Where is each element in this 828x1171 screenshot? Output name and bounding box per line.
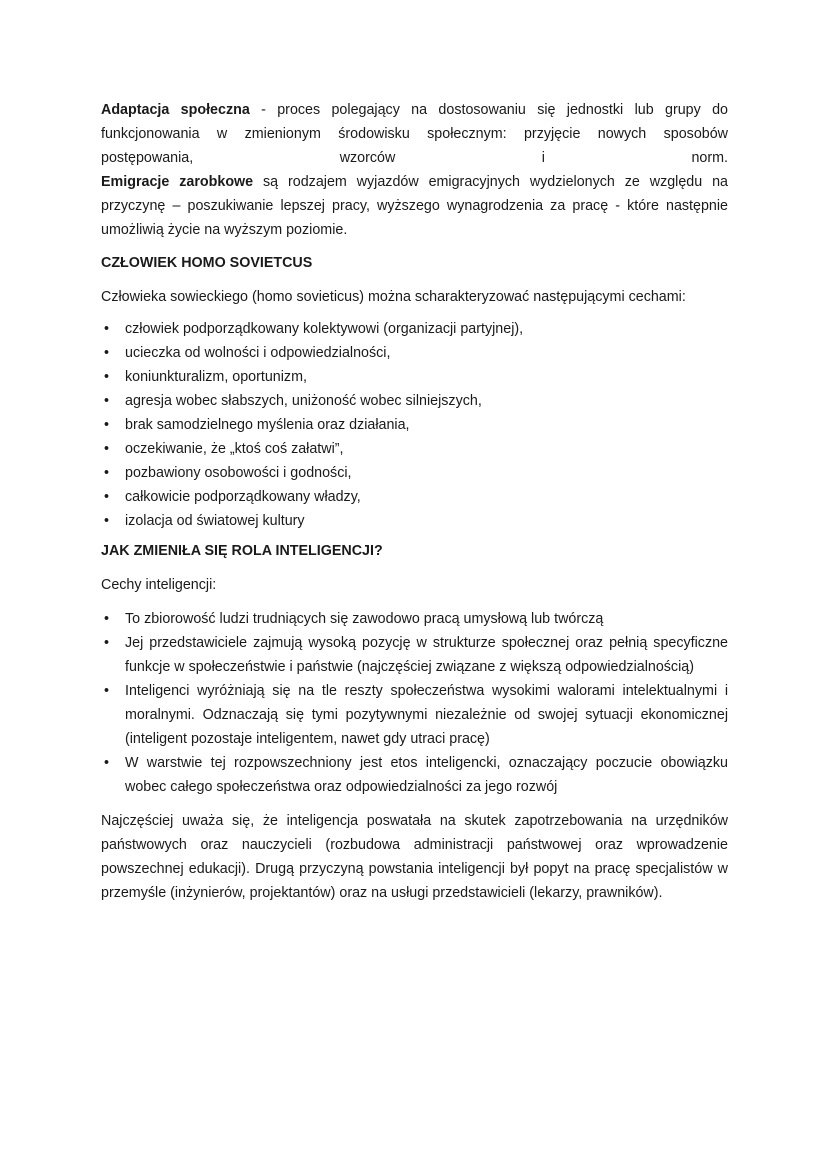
closing-paragraph: Najczęściej uważa się, że inteligencja poswatała na skutek zapotrzebowania na urzędników państwowych oraz nauczycieli (rozbudowa administracji państwowej oraz wprowadzenie powszechnej edukacji). Drugą przyczyną powstania inteligencji był popyt na pracę specjalistów w przemyśle (inżynierów, projektantów) oraz na usługi przedstawicieli (lekarzy, prawników). (101, 813, 728, 901)
term-emigracje: Emigracje zarobkowe (101, 174, 254, 190)
bullet-icon: • (104, 489, 110, 505)
bullet-icon: • (104, 611, 110, 627)
list-item: • pozbawiony osobowości i godności, (101, 461, 728, 485)
list-homo-sovieticus (101, 317, 728, 533)
bullet-icon: • (104, 755, 110, 771)
list-item: • człowiek podporządkowany kolektywowi (organizacji partyjnej), (101, 317, 728, 341)
list-item: • koniunkturalizm, oportunizm, (101, 365, 728, 389)
list-item: • ucieczka od wolności i odpowiedzialności, (101, 341, 728, 365)
document-page (101, 98, 728, 905)
bullet-icon: • (104, 441, 110, 457)
section-heading-inteligencja: JAK ZMIENIŁA SIĘ ROLA INTELIGENCJI? (101, 543, 383, 559)
section-heading-homo-sovieticus: CZŁOWIEK HOMO SOVIETCUS (101, 255, 313, 271)
definition-adaptacja (101, 98, 728, 170)
list-item: • Jej przedstawiciele zajmują wysoką pozycję w strukturze społecznej oraz pełnią specyficzne funkcje w społeczeństwie i państwie (najczęściej związane z większą odpowiedzialnością) (101, 631, 728, 679)
section-lead-homo-sovieticus: Człowieka sowieckiego (homo sovieticus) można scharakteryzować następującymi cechami: (101, 289, 686, 305)
list-item: • W warstwie tej rozpowszechniony jest etos inteligencki, oznaczający poczucie obowiązku wobec całego społeczeństwa oraz odpowiedzialności za jego rozwój (101, 751, 728, 799)
section-lead-inteligencja: Cechy inteligencji: (101, 577, 217, 593)
list-item: • To zbiorowość ludzi trudniących się zawodowo pracą umysłową lub twórczą (101, 607, 728, 631)
list-item: • izolacja od światowej kultury (101, 509, 728, 533)
bullet-icon: • (104, 369, 110, 385)
bullet-icon: • (104, 635, 110, 651)
bullet-icon: • (104, 513, 110, 529)
bullet-icon: • (104, 393, 110, 409)
list-item: • całkowicie podporządkowany władzy, (101, 485, 728, 509)
list-item: • brak samodzielnego myślenia oraz działania, (101, 413, 728, 437)
list-inteligencja (101, 607, 728, 799)
list-item: • Inteligenci wyróżniają się na tle reszty społeczeństwa wysokimi walorami intelektualnymi i moralnymi. Odznaczają się tymi pozytywnymi niezależnie od swojej sytuacji ekonomicznej (inteligent pozostaje inteligentem, nawet gdy utraci pracę) (101, 679, 728, 751)
list-item: • oczekiwanie, że „ktoś coś załatwi”, (101, 437, 728, 461)
definition-adaptacja-text: - proces polegający na dostosowaniu się jednostki lub grupy do funkcjonowania w zmienionym środowisku społecznym: przyjęcie nowych sposobów postępowania, wzorców i norm. (101, 102, 728, 166)
definition-emigracje (101, 170, 728, 242)
bullet-icon: • (104, 321, 110, 337)
bullet-icon: • (104, 345, 110, 361)
term-adaptacja: Adaptacja społeczna (101, 102, 250, 118)
bullet-icon: • (104, 417, 110, 433)
bullet-icon: • (104, 465, 110, 481)
bullet-icon: • (104, 683, 110, 699)
definition-emigracje-text: są rodzajem wyjazdów emigracyjnych wydzielonych ze względu na przyczynę – poszukiwanie lepszej pracy, wyższego wynagrodzenia za pracę - które następnie umożliwią życie na wyższym poziomie. (101, 174, 728, 238)
list-item: • agresja wobec słabszych, uniżoność wobec silniejszych, (101, 389, 728, 413)
